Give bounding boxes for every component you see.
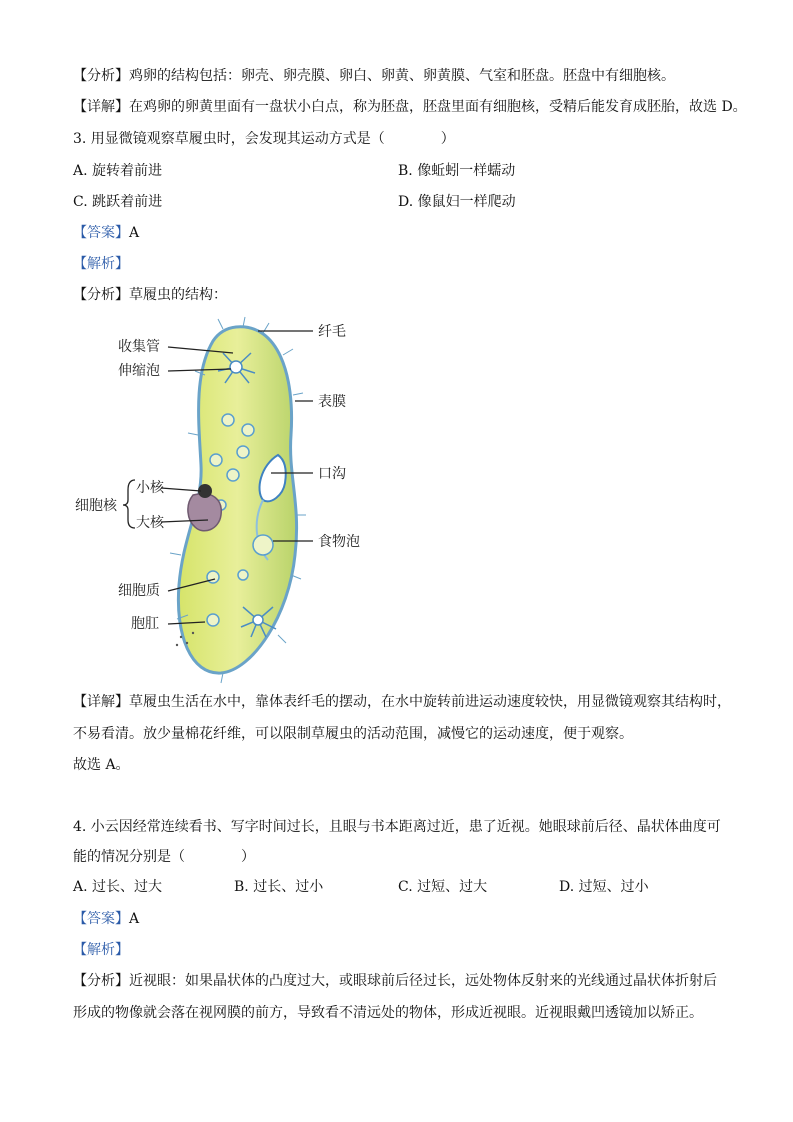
q4-explain-line — [73, 940, 129, 960]
q3-option-c: C. 跳跃着前进 — [73, 194, 163, 210]
q4-option-a: A. 过长、过大 — [73, 879, 163, 895]
q3-explain-line — [73, 254, 129, 274]
q3-option-d: D. 像鼠妇一样爬动 — [398, 194, 516, 210]
analysis-line — [73, 66, 675, 86]
q4-analysis-tag: 【分析】 — [73, 973, 129, 989]
q3-stem: 3. 用显微镜观察草履虫时，会发现其运动方式是（ ） — [73, 131, 455, 147]
label-cilia: 纤毛 — [318, 324, 346, 340]
analysis-tag: 【分析】 — [73, 68, 129, 84]
detail-text: 在鸡卵的卵黄里面有一盘状小白点，称为胚盘，胚盘里面有细胞核，受精后能发育成胚胎，故选 D。 — [129, 99, 747, 115]
label-anal-pore: 胞肛 — [131, 616, 159, 632]
label-collecting-tube: 收集管 — [118, 339, 160, 355]
q3-detail-tag: 【详解】 — [73, 694, 129, 710]
label-micronucleus: 小核 — [136, 480, 164, 496]
q4-answer: A — [129, 911, 140, 927]
q3-explain-tag: 【解析】 — [73, 256, 129, 272]
q4-analysis-line-1 — [73, 971, 717, 991]
q3-analysis: 草履虫的结构： — [129, 287, 227, 303]
label-nucleus: 细胞核 — [75, 498, 117, 514]
macronucleus-shape — [188, 494, 221, 531]
q3-answer: A — [129, 225, 140, 241]
q4-answer-tag: 【答案】 — [73, 911, 129, 927]
detail-tag: 【详解】 — [73, 99, 129, 115]
q3-detail-2: 不易看清。放少量棉花纤维，可以限制草履虫的活动范围，减慢它的运动速度，便于观察。 — [73, 726, 633, 742]
paramecium-figure — [73, 315, 373, 687]
q3-option-a: A. 旋转着前进 — [73, 163, 163, 179]
label-macronucleus: 大核 — [136, 515, 164, 531]
q3-detail-1: 草履虫生活在水中，靠体表纤毛的摆动，在水中旋转前进运动速度较快，用显微镜观察其结构时， — [129, 694, 731, 710]
label-food-vacuole: 食物泡 — [318, 534, 360, 550]
label-membrane: 表膜 — [318, 394, 346, 410]
q3-answer-tag: 【答案】 — [73, 225, 129, 241]
q4-analysis-2: 形成的物像就会落在视网膜的前方，导致看不清远处的物体，形成近视眼。近视眼戴凹透镜加以矫正。 — [73, 1005, 703, 1021]
q4-answer-line — [73, 909, 139, 929]
q3-answer-line — [73, 223, 139, 243]
q4-explain-tag: 【解析】 — [73, 942, 129, 958]
analysis-text: 鸡卵的结构包括：卵壳、卵壳膜、卵白、卵黄、卵黄膜、气室和胚盘。胚盘中有细胞核。 — [129, 68, 675, 84]
q3-analysis-tag: 【分析】 — [73, 287, 129, 303]
q3-conclusion: 故选 A。 — [73, 757, 130, 773]
paramecium-diagram — [73, 315, 373, 687]
q4-option-d: D. 过短、过小 — [559, 879, 649, 895]
q4-option-c: C. 过短、过大 — [398, 879, 488, 895]
q3-analysis-line — [73, 285, 227, 305]
q4-stem-1: 4. 小云因经常连续看书、写字时间过长，且眼与书本距离过近，患了近视。她眼球前后径、晶状体曲度可 — [73, 819, 721, 835]
q3-option-b: B. 像蚯蚓一样蠕动 — [398, 163, 516, 179]
q4-option-b: B. 过长、过小 — [234, 879, 324, 895]
q4-analysis-1: 近视眼：如果晶状体的凸度过大，或眼球前后径过长，远处物体反射来的光线通过晶状体折射后 — [129, 973, 717, 989]
label-contractile-vacuole: 伸缩泡 — [118, 363, 160, 379]
detail-line — [73, 97, 747, 117]
q4-stem-2: 能的情况分别是（ ） — [73, 849, 255, 865]
q3-detail-line-1 — [73, 692, 731, 712]
label-oral-groove: 口沟 — [318, 466, 346, 482]
label-cytoplasm: 细胞质 — [118, 583, 160, 599]
